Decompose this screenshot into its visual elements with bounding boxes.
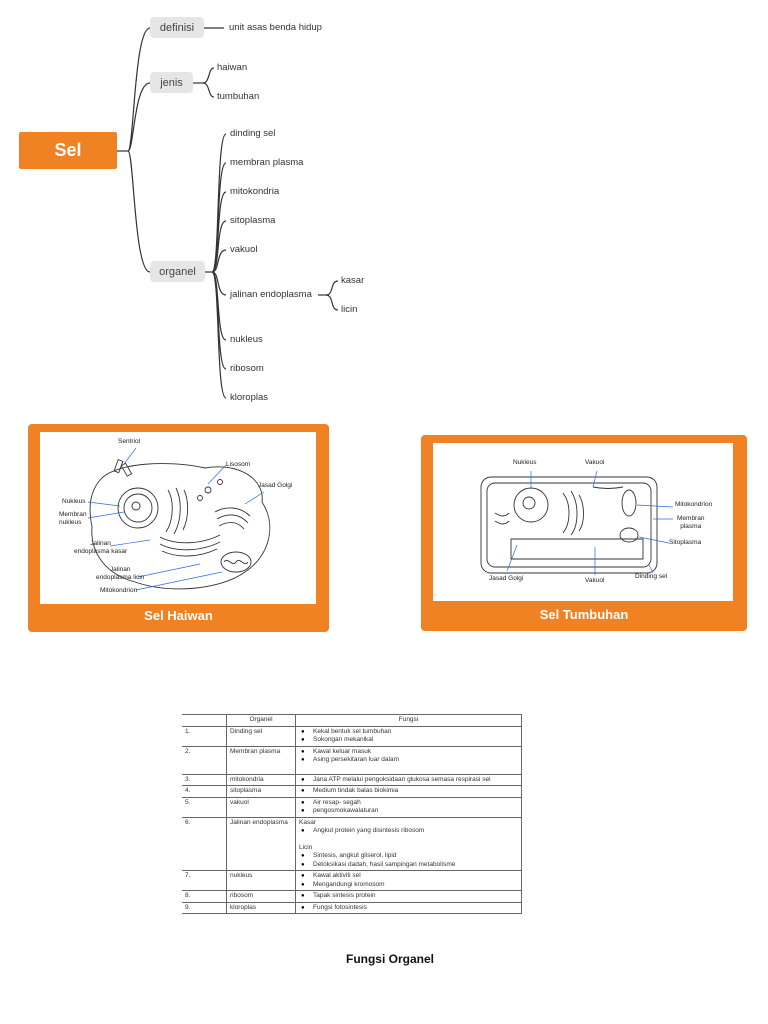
table-row [182,902,522,914]
plant-label-jasad-golgi: Jasad Golgi [489,575,524,582]
mindmap-leaf-mitokondria[interactable]: mitokondria [230,186,280,197]
animal-cell-panel [28,424,329,632]
mindmap-leaf-haiwan[interactable]: haiwan [217,62,248,73]
fungsi-item: ● Sintesis, angkut gliserol, lipid [299,852,518,861]
mindmap-root-node[interactable]: Sel [19,132,117,169]
fungsi-item: ● Fungsi fotosintesis [299,904,518,913]
row-number: 6. [182,817,227,871]
mindmap-leaf-definisi[interactable]: unit asas benda hidup [229,22,322,33]
fungsi-item: ● Medium tindak balas biokimia [299,787,518,796]
mindmap-leaf-vakuol[interactable]: vakuol [230,244,258,255]
fungsi-item: ● Asing persekitaran luar dalam [299,756,518,765]
plant-label-membran-plasma: Membran plasma [677,515,705,530]
table-row [182,774,522,786]
row-number: 8. [182,891,227,903]
row-fungsi [296,786,522,798]
row-organel: Dinding sel [227,726,296,746]
row-fungsi [296,902,522,914]
mindmap-leaf-jalinan-endoplasma[interactable]: jalinan endoplasma [230,289,312,300]
fungsi-item: ● Mengandungi kromosom [299,881,518,890]
row-number: 4. [182,786,227,798]
plant-cell-caption: Sel Tumbuhan [539,607,629,622]
plant-label-vakuol-top: Vakuol [585,459,605,466]
table-caption: Fungsi Organel [345,952,434,966]
mindmap-leaf-kloroplas[interactable]: kloroplas [230,392,269,403]
row-fungsi [296,746,522,774]
row-fungsi [296,871,522,891]
row-number: 2. [182,746,227,774]
mindmap-leaf-er-kasar[interactable]: kasar [341,275,365,286]
plant-cell-diagram [433,443,733,601]
organel-function-table [182,714,522,914]
plant-label-vakuol-bottom: Vakuol [585,577,605,584]
mindmap-node-organel[interactable]: organel [150,261,205,282]
row-number: 5. [182,797,227,817]
table-row [182,871,522,891]
table-header-organel: Organel [227,715,296,727]
animal-cell-diagram [40,432,316,604]
animal-label-sentriol: Sentriol [118,438,141,445]
mindmap-leaf-er-licin[interactable]: licin [341,304,358,315]
row-number: 7. [182,871,227,891]
row-organel: Jalinan endoplasma [227,817,296,871]
plant-label-dinding-sel: Dinding sel [635,573,668,580]
row-organel: vakuol [227,797,296,817]
mindmap-node-definisi[interactable]: definisi [150,17,204,38]
animal-cell-caption: Sel Haiwan [144,608,213,623]
animal-label-er-licin: Jalinan endoplasma licin [96,566,145,581]
fungsi-item: ● pengosmokawalaturan [299,807,518,816]
plant-label-mitokondrion: Mitokondrion [675,501,713,508]
fungsi-item: ● Kawal aktiviti sel [299,872,518,881]
row-fungsi [296,726,522,746]
table-header-row [182,715,522,727]
er-licin-heading: Licin [299,843,313,851]
fungsi-item: ● Kekal bentuk sel tumbuhan [299,728,518,737]
animal-label-jasad-golgi: Jasad Golgi [258,482,293,489]
plant-label-sitoplasma: Sitoplasma [669,539,702,546]
animal-label-membran-nukleus: Membran nukleus [59,511,87,526]
mindmap-leaf-dinding-sel[interactable]: dinding sel [230,128,276,139]
animal-label-mitokondrion: Mitokondrion [100,587,138,594]
mindmap-leaf-sitoplasma[interactable]: sitoplasma [230,215,276,226]
mindmap-connectors [0,0,768,420]
row-organel: mitokondria [227,774,296,786]
row-organel: ribosom [227,891,296,903]
mindmap-node-jenis[interactable]: jenis [150,72,193,93]
fungsi-item: ● Jana ATP melalui pengoksidaan glukosa semasa respirasi sel [299,776,518,785]
row-organel: Membran plasma [227,746,296,774]
fungsi-item: ● Kawal keluar masuk [299,748,518,757]
animal-label-er-kasar: Jalinan endoplasma kasar [74,540,128,555]
row-organel: nukleus [227,871,296,891]
table-row [182,797,522,817]
plant-label-nukleus: Nukleus [513,459,537,466]
row-organel: kloroplas [227,902,296,914]
table-row [182,746,522,774]
animal-label-nukleus: Nukleus [62,498,86,505]
row-number: 9. [182,902,227,914]
row-fungsi [296,797,522,817]
table-row [182,817,522,871]
fungsi-item: ● Sokongan mekanikal [299,736,518,745]
animal-label-lisosom: Lisosom [226,461,251,468]
row-number: 3. [182,774,227,786]
plant-cell-panel [421,435,747,631]
fungsi-item: ● Angkut protein yang disintesis ribosom [299,827,518,836]
mindmap-leaf-membran-plasma[interactable]: membran plasma [230,157,304,168]
table-header-no [182,715,227,727]
mindmap-leaf-ribosom[interactable]: ribosom [230,363,264,374]
row-fungsi [296,774,522,786]
table-header-fungsi: Fungsi [296,715,522,727]
table-row [182,891,522,903]
table-row [182,726,522,746]
fungsi-item: ● Tapak sintesis protein [299,892,518,901]
row-organel: sitoplasma [227,786,296,798]
row-number: 1. [182,726,227,746]
fungsi-item: ● Detoksikasi dadah, hasil sampingan metabolisme [299,861,518,870]
mindmap-leaf-tumbuhan[interactable]: tumbuhan [217,91,260,102]
row-fungsi [296,891,522,903]
table-row [182,786,522,798]
row-fungsi [296,817,522,871]
mindmap-leaf-nukleus[interactable]: nukleus [230,334,263,345]
er-kasar-heading: Kasar [299,818,316,826]
fungsi-item: ● Air resap- segah [299,799,518,808]
